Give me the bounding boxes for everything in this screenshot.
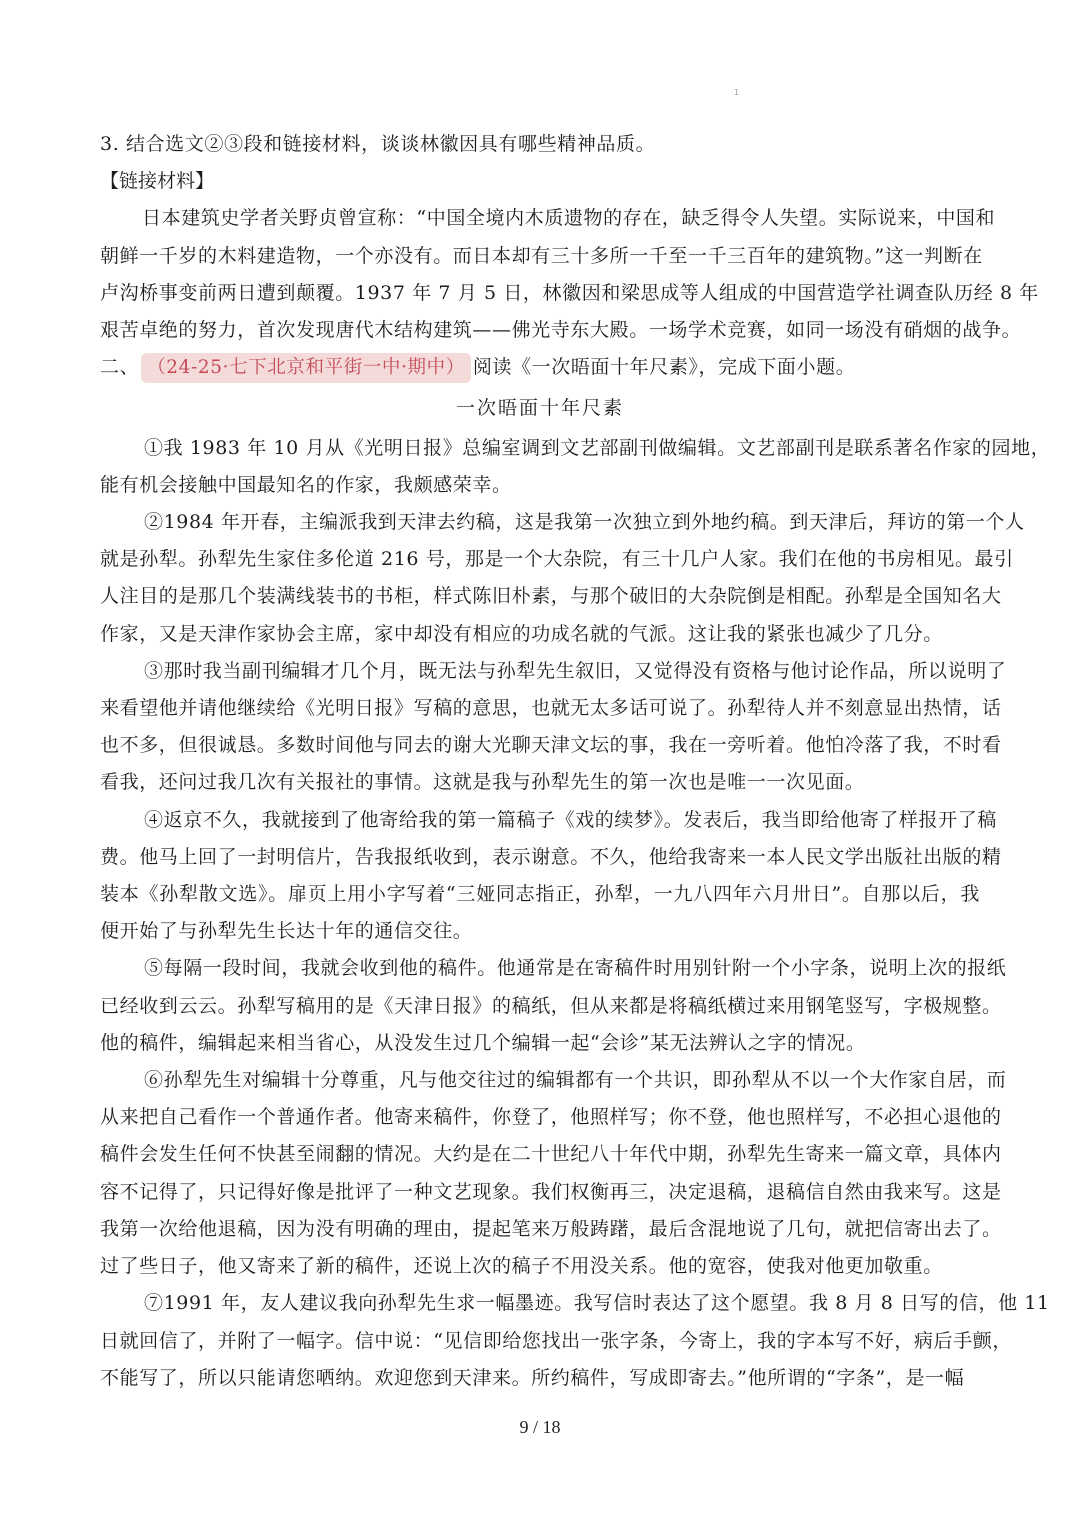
article-paragraph xyxy=(100,1285,1050,1397)
paragraph-line: ⑥孙犁先生对编辑十分尊重，凡与他交往过的编辑都有一个共识，即孙犁从不以一个大作家自居，而 xyxy=(144,1069,1007,1092)
page-content xyxy=(100,126,1051,1397)
link-material-line: 艰苦卓绝的努力，首次发现唐代木结构建筑——佛光寺东大殿。一场学术竞赛，如同一场没有硝烟的战争。 xyxy=(100,319,1022,342)
section-2-heading xyxy=(100,349,980,386)
section-2-instruction: 阅读《一次晤面十年尺素》，完成下面小题。 xyxy=(472,356,856,379)
question-3: 3. 结合选文②③段和链接材料，谈谈林徽因具有哪些精神品质。 xyxy=(100,133,656,155)
article-paragraph xyxy=(100,653,1007,802)
paragraph-line: 不能写了，所以只能请您哂纳。欢迎您到天津来。所约稿件，写成即寄去。”他所谓的“字条”，是一幅 xyxy=(100,1366,965,1389)
article-paragraph xyxy=(100,1062,1007,1285)
paragraph-line: 日就回信了，并附了一幅字。信中说：“见信即给您找出一张字条，今寄上，我的字本写不好，病后手颤， xyxy=(100,1329,1012,1352)
paragraph-line: 容不记得了，只记得好像是批评了一种文艺现象。我们权衡再三，决定退稿，退稿信自然由我来写。这是 xyxy=(100,1180,1002,1203)
paragraph-line: 过了些日子，他又寄来了新的稿件，还说上次的稿子不用没关系。他的宽容，使我对他更加敬重。 xyxy=(100,1255,943,1278)
paragraph-line: 作家，又是天津作家协会主席，家中却没有相应的功成名就的气派。这让我的紧张也减少了几分。 xyxy=(100,622,943,645)
paragraph-line: 来看望他并请他继续给《光明日报》写稿的意思，也就无太多话可说了。孙犁待人并不刻意显出热情，话 xyxy=(100,697,1002,720)
paragraph-line: 已经收到云云。孙犁写稿用的是《天津日报》的稿纸，但从来都是将稿纸横过来用钢笔竖写，字极规整。 xyxy=(100,994,1002,1017)
paragraph-line: 人注目的是那几个装满线装书的书柜，样式陈旧朴素，与那个破旧的大杂院倒是相配。孙犁是全国知名大 xyxy=(100,585,1002,608)
paragraph-line: ①我 1983 年 10 月从《光明日报》总编室调到文艺部副刊做编辑。文艺部副刊是联系著名作家的园地， xyxy=(144,436,1051,459)
paragraph-line: 能有机会接触中国最知名的作家，我颇感荣幸。 xyxy=(100,473,512,496)
paragraph-line: 从来把自己看作一个普通作者。他寄来稿件，你登了，他照样写；你不登，他也照样写，不必担心退他的 xyxy=(100,1106,1002,1129)
link-material-label: 【链接材料】 xyxy=(100,170,215,193)
paragraph-line: 装本《孙犁散文选》。扉页上用小字写着“三娅同志指正，孙犁，一九八四年六月卅日”。自那以后，我 xyxy=(100,883,980,906)
article-title: 一次晤面十年尺素 xyxy=(455,397,624,420)
article-paragraph xyxy=(100,802,1002,951)
paragraph-line: 便开始了与孙犁先生长达十年的通信交往。 xyxy=(100,920,473,943)
paragraph-line: 费。他马上回了一封明信片，告我报纸收到，表示谢意。不久，他给我寄来一本人民文学出版社出版的精 xyxy=(100,845,1002,868)
section-2-prefix: 二、 xyxy=(100,356,140,379)
paragraph-line: ⑦1991 年，友人建议我向孙犁先生求一幅墨迹。我写信时表达了这个愿望。我 8 月 8 日写的信，他 11 xyxy=(144,1292,1050,1315)
article-paragraph xyxy=(100,950,1007,1062)
link-material-line: 日本建筑史学者关野贞曾宣称：“中国全境内木质遗物的存在，缺乏得令人失望。实际说来，中国和 xyxy=(142,207,996,230)
paragraph-line: ③那时我当副刊编辑才几个月，既无法与孙犁先生叙旧，又觉得没有资格与他讨论作品，所以说明了 xyxy=(144,659,1007,682)
paragraph-line: 稿件会发生任何不快甚至闹翻的情况。大约是在二十世纪八十年代中期，孙犁先生寄来一篇文章，具体内 xyxy=(100,1143,1002,1166)
header-mark: 1 xyxy=(734,88,740,97)
paragraph-line: ⑤每隔一段时间，我就会收到他的稿件。他通常是在寄稿件时用别针附一个小字条，说明上次的报纸 xyxy=(144,957,1007,980)
paragraph-line: 也不多，但很诚恳。多数时间他与同去的谢大光聊天津文坛的事，我在一旁听着。他怕冷落了我，不时看 xyxy=(100,734,1002,757)
paragraph-line: ④返京不久，我就接到了他寄给我的第一篇稿子《戏的续梦》。发表后，我当即给他寄了样报开了稿 xyxy=(144,808,997,831)
article-body xyxy=(100,430,1051,1397)
article-paragraph xyxy=(100,504,1025,653)
paragraph-line: ②1984 年开春，主编派我到天津去约稿，这是我第一次独立到外地约稿。到天津后，拜访的第一个人 xyxy=(144,511,1025,534)
article-paragraph xyxy=(100,430,1051,504)
link-material-body xyxy=(100,200,1039,349)
page-number: 9 / 18 xyxy=(519,1417,561,1437)
link-material-line: 卢沟桥事变前两日遭到颠覆。1937 年 7 月 5 日，林徽因和梁思成等人组成的中国营造学社调查队历经 8 年 xyxy=(100,281,1039,304)
paragraph-line: 就是孙犁。孙犁先生家住多伦道 216 号，那是一个大杂院，有三十几户人家。我们在他的书房相见。最引 xyxy=(100,548,1014,571)
link-material-line: 朝鲜一千岁的木料建造物，一个亦没有。而日本却有三十多所一千至一千三百年的建筑物。”这一判断在 xyxy=(100,244,983,267)
paragraph-line: 他的稿件，编辑起来相当省心，从没发生过几个编辑一起“会诊”某无法辨认之字的情况。 xyxy=(100,1031,866,1054)
paragraph-line: 我第一次给他退稿，因为没有明确的理由，提起笔来万般踌躇，最后含混地说了几句，就把信寄出去了。 xyxy=(100,1217,1002,1240)
paragraph-line: 看我，还问过我几次有关报社的事情。这就是我与孙犁先生的第一次也是唯一一次见面。 xyxy=(100,771,865,794)
source-tag: （24-25·七下北京和平街一中·期中） xyxy=(141,353,471,383)
